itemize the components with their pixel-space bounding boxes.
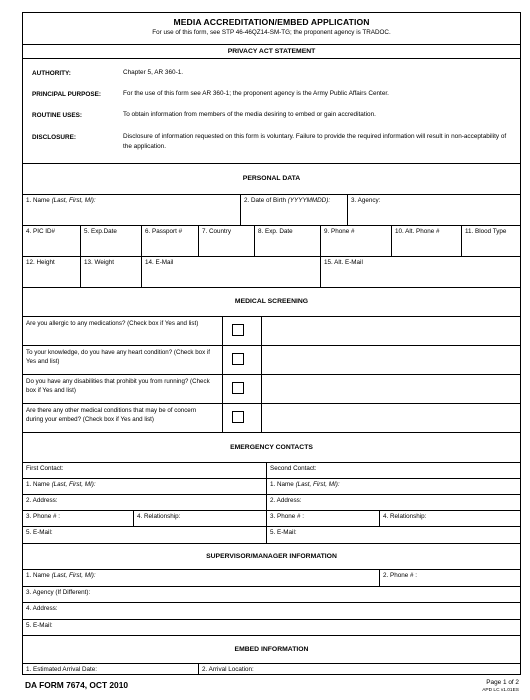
blood-type-label: 11. Blood Type	[465, 228, 507, 235]
phone-label: 3. Phone # :	[270, 513, 304, 520]
exp-date-label: 5. Exp.Date	[84, 228, 117, 235]
question-text: To your knowledge, do you have any heart condition? (Check box if Yes and list)	[26, 349, 211, 365]
relationship-label: 4. Relationship:	[383, 513, 427, 520]
address-label: 2. Address:	[270, 497, 302, 504]
question-text: Are there any other medical conditions that may be of concern during your embed? (Check box if Yes and list)	[26, 407, 197, 423]
alt-phone-label: 10. Alt. Phone #	[395, 228, 440, 235]
supervisor-heading: SUPERVISOR/MANAGER INFORMATION	[23, 544, 520, 570]
first-contact-phone-field[interactable]	[23, 511, 134, 526]
weight-label: 13. Weight	[84, 259, 114, 266]
question-text: Are you allergic to any medications? (Check box if Yes and list)	[26, 320, 199, 327]
email-label: 5. E-Mail:	[26, 622, 53, 629]
second-contact-label: Second Contact:	[270, 465, 317, 472]
pic-id-label: 4. PIC ID#	[26, 228, 56, 235]
privacy-heading: PRIVACY ACT STATEMENT	[23, 45, 520, 59]
alt-email-field[interactable]	[321, 257, 520, 287]
authority-text: Chapter 5, AR 360-1.	[123, 69, 184, 76]
question-text: Do you have any disabilities that prohibit you from running? (Check box if Yes and list)	[26, 378, 210, 394]
country-label: 7. Country	[202, 228, 232, 235]
allergy-checkbox[interactable]	[232, 324, 244, 336]
supervisor-agency-field[interactable]	[23, 587, 520, 602]
supervisor-email-field[interactable]	[23, 620, 520, 635]
phone-label: 9. Phone #	[324, 228, 355, 235]
disclosure-text: Disclosure of information requested on this form is voluntary. Failure to provide the required information will result in non-acceptability of the application.	[123, 133, 507, 150]
personal-data-heading: PERSONAL DATA	[23, 164, 520, 195]
purpose-label: PRINCIPAL PURPOSE:	[32, 91, 102, 98]
medical-question	[23, 317, 520, 346]
email-label: 14. E-Mail	[145, 259, 174, 266]
address-label: 4. Address:	[26, 605, 58, 612]
medical-question	[23, 404, 520, 433]
arrival-location-field[interactable]	[199, 664, 520, 675]
country-field[interactable]	[199, 226, 255, 256]
passport-label: 6. Passport #	[145, 228, 183, 235]
dob-hint: (YYYYMMDD):	[287, 197, 331, 204]
alt-email-label: 15. Alt. E-Mail	[324, 259, 363, 266]
phone-label: 3. Phone # :	[26, 513, 60, 520]
address-label: 2. Address:	[26, 497, 58, 504]
passport-exp-date-field[interactable]	[255, 226, 321, 256]
medical-screening-heading: MEDICAL SCREENING	[23, 288, 520, 317]
weight-field[interactable]	[81, 257, 142, 287]
name-hint: (Last, First, MI):	[51, 572, 96, 579]
first-contact-address-field[interactable]	[23, 495, 267, 510]
first-contact-email-field[interactable]	[23, 527, 267, 543]
medical-question	[23, 375, 520, 404]
dob-label: 2. Date of Birth	[244, 197, 286, 204]
emergency-contacts-heading: EMERGENCY CONTACTS	[23, 433, 520, 463]
passport-field[interactable]	[142, 226, 199, 256]
privacy-act-statement	[23, 59, 520, 164]
supervisor-address-field[interactable]	[23, 603, 520, 619]
exp-date-field[interactable]	[81, 226, 142, 256]
embed-information-heading: EMBED INFORMATION	[23, 636, 520, 664]
authority-label: AUTHORITY:	[32, 70, 71, 77]
phone-label: 2. Phone # :	[383, 572, 417, 579]
date-of-birth-field[interactable]	[241, 195, 348, 225]
agency-field[interactable]	[348, 195, 520, 225]
purpose-text: For the use of this form see AR 360-1; the proponent agency is the Army Public Affairs Center.	[123, 90, 389, 97]
name-label: 1. Name	[26, 572, 50, 579]
relationship-label: 4. Relationship:	[137, 513, 181, 520]
arrival-date-label: 1. Estimated Arrival Date:	[26, 666, 98, 673]
disclosure-label: DISCLOSURE:	[32, 134, 77, 141]
passport-exp-date-label: 8. Exp. Date	[258, 228, 293, 235]
form-header	[23, 13, 520, 45]
alt-phone-field[interactable]	[392, 226, 462, 256]
pic-id-field[interactable]	[23, 226, 81, 256]
email-label: 5. E-Mail:	[26, 529, 53, 536]
form-footer	[22, 678, 521, 698]
supervisor-phone-field[interactable]	[380, 570, 520, 586]
second-contact-email-field[interactable]	[267, 527, 520, 543]
other-condition-checkbox[interactable]	[232, 411, 244, 423]
disability-checkbox[interactable]	[232, 382, 244, 394]
routine-uses-label: ROUTINE USES:	[32, 112, 83, 119]
email-field[interactable]	[142, 257, 321, 287]
heart-condition-checkbox[interactable]	[232, 353, 244, 365]
second-contact-relationship-field[interactable]	[380, 511, 520, 526]
phone-field[interactable]	[321, 226, 392, 256]
application-form	[22, 12, 521, 675]
first-contact-label: First Contact:	[23, 463, 267, 478]
page-number: Page 1 of 2	[486, 679, 519, 686]
supervisor-name-field[interactable]	[23, 570, 380, 586]
agency-label: 3. Agency:	[351, 197, 381, 204]
email-label: 5. E-Mail:	[270, 529, 297, 536]
name-label: 1. Name	[26, 481, 50, 488]
form-title: MEDIA ACCREDITATION/EMBED APPLICATION	[173, 17, 370, 27]
form-subtitle: For use of this form, see STP 46-46QZ14-SM-TG; the proponent agency is TRADOC.	[152, 29, 391, 36]
second-contact-address-field[interactable]	[267, 495, 520, 510]
name-field[interactable]	[23, 195, 241, 225]
second-contact-name-field[interactable]	[267, 479, 520, 494]
arrival-date-field[interactable]	[23, 664, 199, 675]
name-hint: (Last, First, MI):	[51, 481, 96, 488]
routine-uses-text: To obtain information from members of the media desiring to embed or gain accreditation.	[123, 111, 376, 118]
form-id: DA FORM 7674, OCT 2010	[25, 680, 129, 690]
name-label: 1. Name	[270, 481, 294, 488]
name-label: 1. Name	[26, 197, 50, 204]
blood-type-field[interactable]	[462, 226, 520, 256]
height-field[interactable]	[23, 257, 81, 287]
form-version: APD LC v1.01ES	[482, 688, 519, 693]
medical-question	[23, 346, 520, 375]
first-contact-name-field[interactable]	[23, 479, 267, 494]
arrival-location-label: 2. Arrival Location:	[202, 666, 254, 673]
agency-label: 3. Agency (If Different):	[26, 589, 91, 596]
name-hint: (Last, First, MI):	[51, 197, 96, 204]
second-contact-phone-field[interactable]	[267, 511, 380, 526]
first-contact-relationship-field[interactable]	[134, 511, 267, 526]
name-hint: (Last, First, MI):	[295, 481, 340, 488]
height-label: 12. Height	[26, 259, 55, 266]
